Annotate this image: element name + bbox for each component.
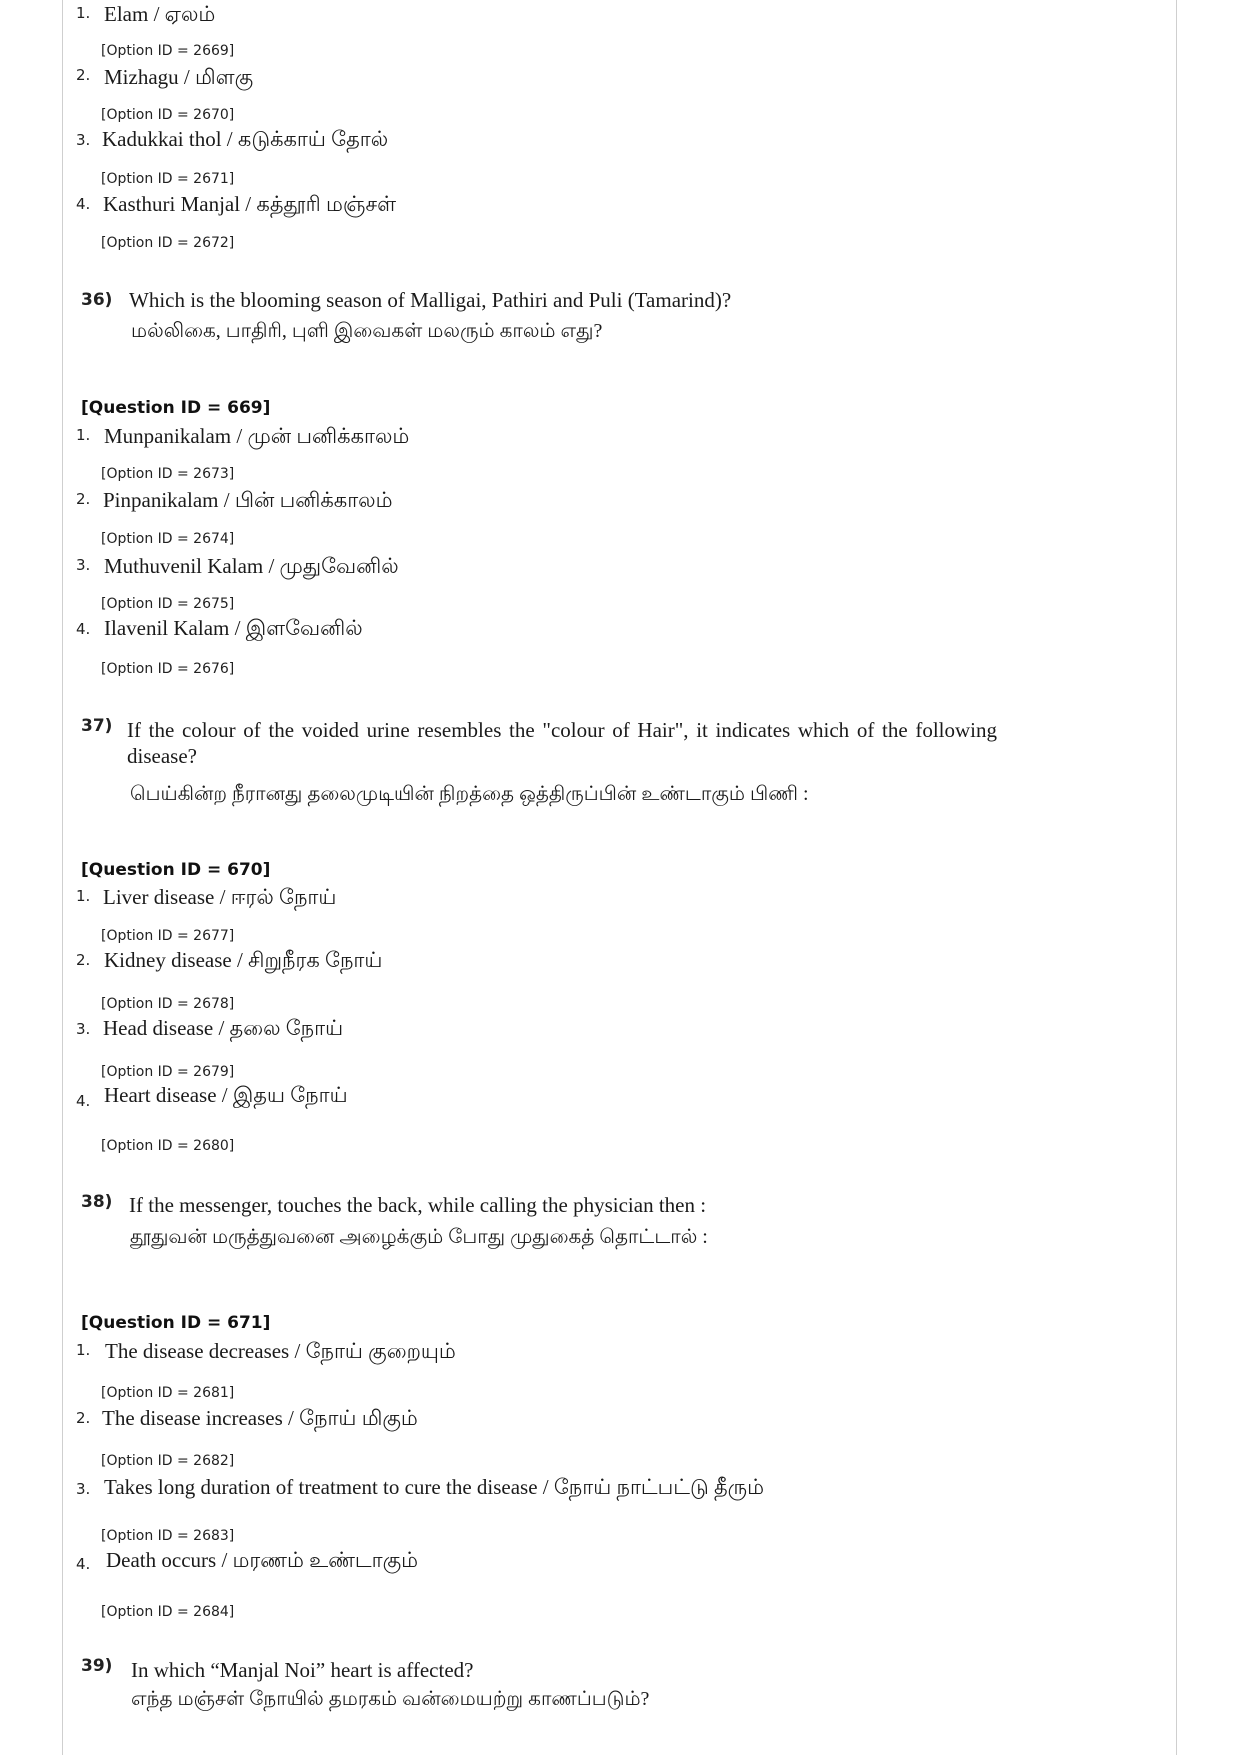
page-left-border [62,0,63,1755]
page-right-border [1176,0,1177,1755]
option-text: Elam / ஏலம் [104,2,216,26]
question-text-english: In which “Manjal Noi” heart is affected? [131,1658,474,1682]
question-id: [Question ID = 670] [81,860,271,880]
option-number: 1. [76,426,91,444]
question-text-tamil: எந்த மஞ்சள் நோயில் தமரகம் வன்மையற்று காணப்படும்? [131,1688,650,1710]
option-text: Kasthuri Manjal / கத்தூரி மஞ்சள் [103,192,397,216]
option-text: Mizhagu / மிளகு [104,65,254,89]
option-text: Ilavenil Kalam / இளவேனில் [104,616,363,640]
option-text: Death occurs / மரணம் உண்டாகும் [106,1548,419,1572]
option-text: Munpanikalam / முன் பனிக்காலம் [104,424,410,448]
option-id: [Option ID = 2673] [101,466,235,482]
option-number: 1. [76,887,91,905]
option-id: [Option ID = 2669] [101,43,235,59]
option-text: Muthuvenil Kalam / முதுவேனில் [104,554,399,578]
question-text-tamil: தூதுவன் மருத்துவனை அழைக்கும் போது முதுகைத் தொட்டால் : [130,1226,708,1248]
option-number: 2. [76,1409,91,1427]
option-id: [Option ID = 2679] [101,1064,235,1080]
option-number: 3. [76,556,91,574]
option-id: [Option ID = 2670] [101,107,235,123]
option-id: [Option ID = 2671] [101,171,235,187]
option-id: [Option ID = 2684] [101,1604,235,1620]
question-text-tamil: பெய்கின்ற நீரானது தலைமுடியின் நிறத்தை ஒத்திருப்பின் உண்டாகும் பிணி : [130,783,809,805]
option-text: The disease increases / நோய் மிகும் [102,1406,418,1430]
option-text: Heart disease / இதய நோய் [104,1083,348,1107]
option-id: [Option ID = 2678] [101,996,235,1012]
question-text-english: If the colour of the voided urine resembles the "colour of Hair", it indicates which of the following disease? [127,718,997,768]
option-number: 2. [76,951,91,969]
question-id: [Question ID = 671] [81,1313,271,1333]
option-number: 4. [76,620,91,638]
question-number: 38) [81,1192,113,1212]
option-id: [Option ID = 2677] [101,928,235,944]
question-number: 36) [81,290,113,310]
option-id: [Option ID = 2672] [101,235,235,251]
option-number: 3. [76,1020,91,1038]
option-number: 2. [76,490,91,508]
option-id: [Option ID = 2675] [101,596,235,612]
option-id: [Option ID = 2683] [101,1528,235,1544]
option-number: 3. [76,1480,91,1498]
option-id: [Option ID = 2674] [101,531,235,547]
option-id: [Option ID = 2682] [101,1453,235,1469]
option-number: 4. [76,1092,91,1110]
question-id: [Question ID = 669] [81,398,271,418]
option-text: Head disease / தலை நோய் [103,1016,344,1040]
option-number: 4. [76,1555,91,1573]
option-number: 1. [76,4,91,22]
question-number: 39) [81,1656,113,1676]
option-text: Kidney disease / சிறுநீரக நோய் [104,948,383,972]
option-id: [Option ID = 2681] [101,1385,235,1401]
option-number: 2. [76,66,91,84]
question-number: 37) [81,716,113,736]
option-text: Takes long duration of treatment to cure the disease / நோய் நாட்பட்டு தீரும் [104,1475,765,1499]
question-text-tamil: மல்லிகை, பாதிரி, புளி இவைகள் மலரும் காலம் எது? [131,320,603,342]
option-text: Kadukkai thol / கடுக்காய் தோல் [102,127,389,151]
option-id: [Option ID = 2676] [101,661,235,677]
option-number: 1. [76,1341,91,1359]
option-id: [Option ID = 2680] [101,1138,235,1154]
option-text: The disease decreases / நோய் குறையும் [105,1339,456,1363]
option-text: Pinpanikalam / பின் பனிக்காலம் [103,488,393,512]
question-text-english: Which is the blooming season of Malligai, Pathiri and Puli (Tamarind)? [129,288,732,312]
option-number: 3. [76,131,91,149]
question-text-english: If the messenger, touches the back, while calling the physician then : [129,1193,707,1217]
option-number: 4. [76,195,91,213]
option-text: Liver disease / ஈரல் நோய் [103,885,337,909]
